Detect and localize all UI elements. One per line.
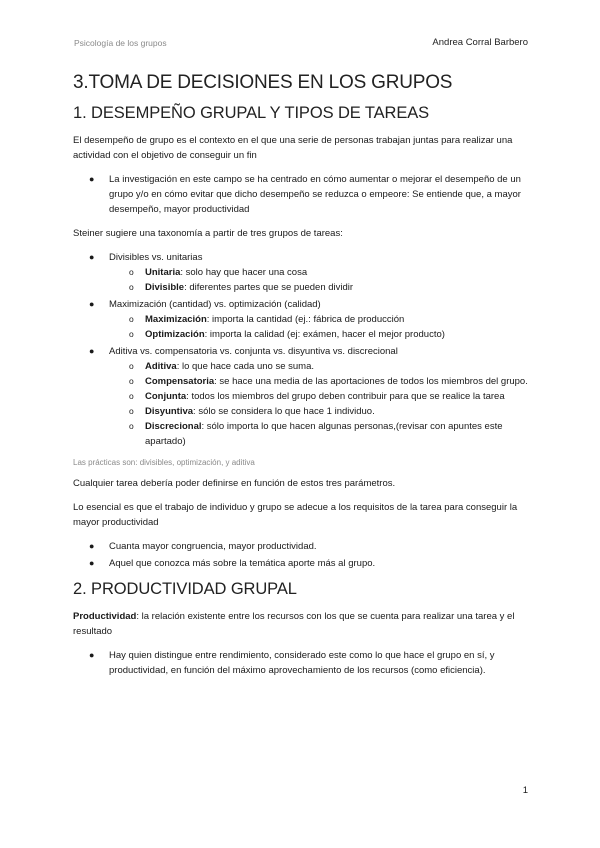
subtask-item: o Conjunta: todos los miembros del grupo deben contribuir para que se realice la tarea (129, 391, 505, 402)
circle-bullet-icon: o (129, 329, 134, 339)
section1-intro: El desempeño de grupo es el contexto en el que una serie de personas trabajan juntas para realizar una actividad con el objetivo de conseguir un fin (73, 135, 513, 161)
bullet-icon: ● (89, 346, 95, 356)
bullet-list (73, 539, 531, 571)
list-item: ● Cuanta mayor congruencia, mayor productividad. (89, 541, 317, 552)
bullet-icon: ● (89, 558, 95, 568)
circle-bullet-icon: o (129, 406, 134, 416)
task-sublist (109, 312, 531, 342)
task-item: ● Aditiva vs. compensatoria vs. conjunta vs. disyuntiva vs. discrecional o Aditiva: lo que hace cada uno se suma. o Compensatoria: se hace una media de las aportaciones de todos los miembros del grupo. o Conjunta: todos los miembros del grupo deben contribuir para que se realice la tarea o Disyuntiva: sólo se considera lo que hace 1 individuo. o Discrecional: sólo importa lo que hacen algunas personas,(revisar con apuntes este apartado) (73, 344, 531, 449)
header-course: Psicología de los grupos (74, 38, 167, 48)
list-item: ● La investigación en este campo se ha centrado en cómo aumentar o mejorar el desempeño de un grupo y/o en cómo evitar que dicho desempeño se reduzca o empeore: Se entiende que, a mayor desempeño, mayor productividad (89, 174, 521, 215)
task-sublist (109, 265, 531, 295)
document-title: 3.TOMA DE DECISIONES EN LOS GRUPOS (73, 72, 453, 93)
task-list (73, 250, 531, 449)
section2-heading: 2. PRODUCTIVIDAD GRUPAL (73, 580, 297, 598)
circle-bullet-icon: o (129, 421, 134, 431)
circle-bullet-icon: o (129, 391, 134, 401)
circle-bullet-icon: o (129, 361, 134, 371)
circle-bullet-icon: o (129, 314, 134, 324)
task-sublist (109, 359, 531, 449)
subtask-item: o Maximización: importa la cantidad (ej.: fábrica de producción (129, 314, 405, 325)
subtask-item: o Compensatoria: se hace una media de las aportaciones de todos los miembros del grupo. (129, 376, 528, 387)
bullet-icon: ● (89, 650, 95, 660)
subtask-item: o Divisible: diferentes partes que se pueden dividir (129, 282, 354, 293)
parameters-paragraph: Cualquier tarea debería poder definirse en función de estos tres parámetros. (73, 478, 396, 489)
circle-bullet-icon: o (129, 282, 134, 292)
bullet-list (73, 172, 531, 217)
bullet-icon: ● (89, 252, 95, 262)
bullet-icon: ● (89, 541, 95, 551)
essential-paragraph: Lo esencial es que el trabajo de individuo y grupo se adecue a los requisitos de la tarea para conseguir la mayor productividad (73, 502, 518, 528)
circle-bullet-icon: o (129, 376, 134, 386)
bullet-icon: ● (89, 174, 95, 184)
list-item: ● Hay quien distingue entre rendimiento, considerado este como lo que hace el grupo en sí, y productividad, en función del máximo aprovechamiento de los recursos (como eficiencia). (89, 650, 495, 676)
steiner-paragraph: Steiner sugiere una taxonomía a partir de tres grupos de tareas: (73, 228, 343, 239)
subtask-item: o Aditiva: lo que hace cada uno se suma. (129, 361, 315, 372)
subtask-item: o Unitaria: solo hay que hacer una cosa (129, 267, 308, 278)
subtask-item: o Disyuntiva: sólo se considera lo que hace 1 individuo. (129, 406, 375, 417)
circle-bullet-icon: o (129, 267, 134, 277)
bullet-icon: ● (89, 299, 95, 309)
subtask-item: o Discrecional: sólo importa lo que hacen algunas personas,(revisar con apuntes este apartado) (129, 421, 503, 447)
task-item: ● Maximización (cantidad) vs. optimización (calidad) o Maximización: importa la cantidad (ej.: fábrica de producción o Optimización: importa la calidad (ej: exámen, hacer el mejor producto) (73, 297, 531, 342)
subtask-item: o Optimización: importa la calidad (ej: exámen, hacer el mejor producto) (129, 329, 445, 340)
task-item: ● Divisibles vs. unitarias o Unitaria: solo hay que hacer una cosa o Divisible: diferentes partes que se pueden dividir (73, 250, 531, 295)
page-number: 1 (522, 785, 528, 796)
list-item: ● Aquel que conozca más sobre la temática aporte más al grupo. (89, 558, 376, 569)
bullet-list (73, 648, 531, 678)
header-author: Andrea Corral Barbero (432, 37, 528, 48)
practices-note: Las prácticas son: divisibles, optimización, y aditiva (73, 458, 255, 467)
productivity-definition: Productividad: la relación existente entre los recursos con los que se cuenta para realizar una tarea y el resultado (73, 611, 515, 637)
section1-heading: 1. DESEMPEÑO GRUPAL Y TIPOS DE TAREAS (73, 104, 430, 122)
document-body (73, 72, 531, 687)
